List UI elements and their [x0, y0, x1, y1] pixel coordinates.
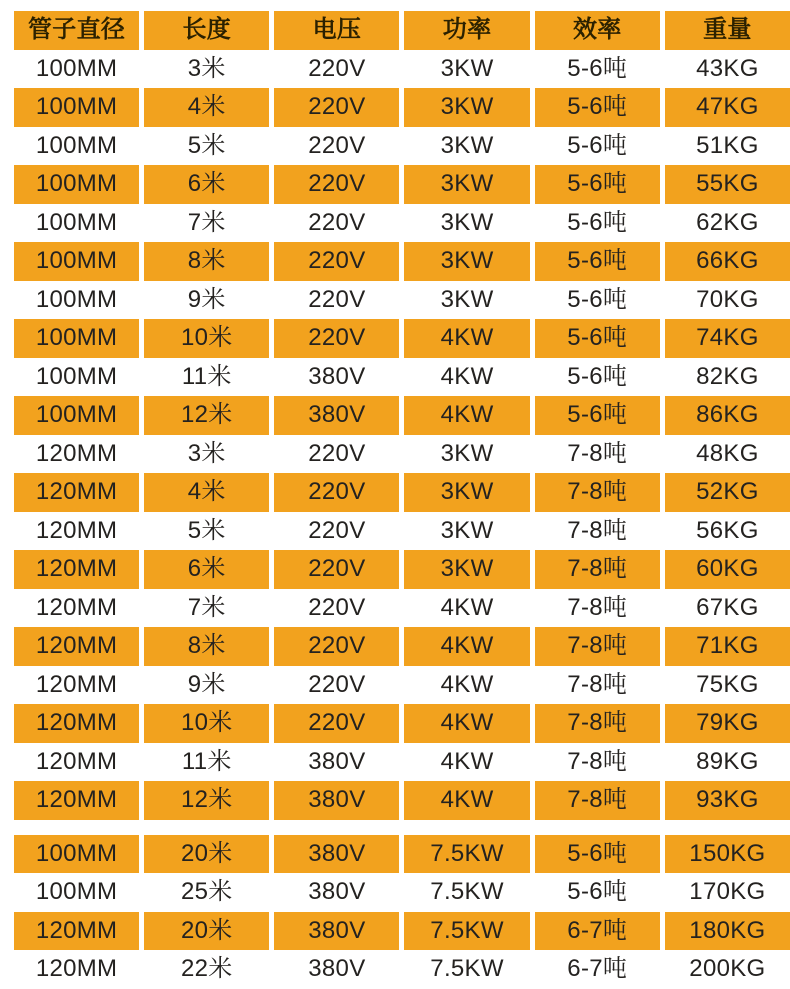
table-cell: 11米 [181, 747, 232, 775]
header-cell: 电压 [274, 11, 399, 50]
table-cell: 100MM [35, 878, 118, 906]
table-cell: 100MM [35, 285, 118, 313]
table-cell: 220V [274, 319, 399, 358]
table-cell: 7-8吨 [567, 439, 628, 467]
table-cell: 5-6吨 [535, 835, 660, 874]
table-cell: 70KG [696, 285, 759, 313]
table-row [14, 512, 790, 551]
table-cell: 7-8吨 [535, 550, 660, 589]
table-cell: 8米 [144, 242, 269, 281]
table-section [14, 835, 790, 989]
table-body [14, 50, 790, 989]
table-cell: 5米 [187, 131, 226, 159]
table-cell: 380V [274, 396, 399, 435]
table-cell: 170KG [689, 878, 766, 906]
table-cell: 4KW [404, 319, 529, 358]
table-row [14, 781, 790, 820]
table-cell: 7米 [187, 208, 226, 236]
table-cell: 220V [274, 242, 399, 281]
table-cell: 3KW [404, 165, 529, 204]
table-cell: 120MM [14, 627, 139, 666]
table-cell: 3KW [440, 54, 494, 82]
table-cell: 10米 [144, 704, 269, 743]
table-cell: 20米 [144, 835, 269, 874]
table-cell: 120MM [35, 670, 118, 698]
table-cell: 56KG [696, 516, 759, 544]
table-cell: 7-8吨 [535, 473, 660, 512]
table-row [14, 127, 790, 166]
table-cell: 93KG [665, 781, 790, 820]
table-cell: 4米 [144, 88, 269, 127]
table-cell: 3米 [187, 54, 226, 82]
table-cell: 100MM [35, 54, 118, 82]
table-cell: 220V [308, 131, 366, 159]
table-cell: 52KG [665, 473, 790, 512]
table-cell: 380V [308, 955, 366, 983]
table-cell: 3KW [404, 473, 529, 512]
table-cell: 120MM [35, 747, 118, 775]
table-row [14, 873, 790, 912]
table-cell: 5-6吨 [567, 285, 628, 313]
table-cell: 150KG [665, 835, 790, 874]
table-row [14, 358, 790, 397]
table-cell: 43KG [696, 54, 759, 82]
table-cell: 86KG [665, 396, 790, 435]
table-row [14, 204, 790, 243]
table-cell: 3KW [404, 550, 529, 589]
table-cell: 12米 [144, 781, 269, 820]
table-cell: 220V [308, 285, 366, 313]
table-cell: 3KW [440, 516, 494, 544]
table-cell: 5米 [187, 516, 226, 544]
table-cell: 4KW [404, 396, 529, 435]
table-row [14, 242, 790, 281]
table-cell: 5-6吨 [535, 88, 660, 127]
table-cell: 89KG [696, 747, 759, 775]
table-cell: 7-8吨 [535, 781, 660, 820]
table-cell: 75KG [696, 670, 759, 698]
table-cell: 220V [308, 516, 366, 544]
table-cell: 100MM [35, 131, 118, 159]
table-cell: 220V [274, 627, 399, 666]
table-cell: 7米 [187, 593, 226, 621]
table-cell: 9米 [187, 285, 226, 313]
table-cell: 3KW [404, 242, 529, 281]
table-cell: 220V [274, 704, 399, 743]
table-cell: 5-6吨 [535, 165, 660, 204]
table-cell: 22米 [180, 955, 233, 983]
spec-table [14, 11, 790, 989]
table-cell: 74KG [665, 319, 790, 358]
table-cell: 120MM [35, 593, 118, 621]
table-cell: 3KW [440, 439, 494, 467]
table-cell: 380V [308, 747, 366, 775]
table-cell: 220V [308, 54, 366, 82]
table-cell: 47KG [665, 88, 790, 127]
header-cell: 重量 [665, 11, 790, 50]
table-cell: 7.5KW [430, 878, 504, 906]
table-row [14, 319, 790, 358]
table-cell: 7-8吨 [567, 593, 628, 621]
header-cell: 效率 [535, 11, 660, 50]
table-cell: 100MM [35, 362, 118, 390]
table-cell: 71KG [665, 627, 790, 666]
table-cell: 6-7吨 [535, 912, 660, 951]
table-cell: 6米 [144, 550, 269, 589]
table-cell: 3KW [440, 208, 494, 236]
table-row [14, 666, 790, 705]
table-row [14, 589, 790, 628]
table-cell: 120MM [35, 516, 118, 544]
table-row [14, 396, 790, 435]
table-header-row [14, 11, 790, 50]
table-cell: 62KG [696, 208, 759, 236]
table-cell: 7-8吨 [535, 627, 660, 666]
table-cell: 380V [308, 362, 366, 390]
table-row [14, 627, 790, 666]
table-cell: 220V [308, 439, 366, 467]
table-cell: 3KW [404, 88, 529, 127]
table-cell: 100MM [14, 242, 139, 281]
table-row [14, 281, 790, 320]
table-cell: 6米 [144, 165, 269, 204]
table-cell: 7-8吨 [567, 670, 628, 698]
table-cell: 5-6吨 [567, 208, 628, 236]
table-cell: 4KW [440, 670, 494, 698]
table-cell: 67KG [696, 593, 759, 621]
table-cell: 100MM [14, 835, 139, 874]
table-cell: 51KG [696, 131, 759, 159]
table-cell: 55KG [665, 165, 790, 204]
table-cell: 4KW [404, 627, 529, 666]
table-cell: 7.5KW [404, 835, 529, 874]
table-cell: 7-8吨 [567, 516, 628, 544]
table-cell: 180KG [665, 912, 790, 951]
header-cell: 功率 [404, 11, 529, 50]
table-row [14, 473, 790, 512]
table-row [14, 950, 790, 989]
table-row [14, 743, 790, 782]
table-cell: 120MM [14, 473, 139, 512]
table-cell: 220V [274, 550, 399, 589]
table-cell: 11米 [181, 362, 232, 390]
table-cell: 120MM [14, 912, 139, 951]
table-cell: 6-7吨 [567, 955, 628, 983]
table-cell: 4KW [404, 704, 529, 743]
table-cell: 3KW [440, 285, 494, 313]
table-cell: 60KG [665, 550, 790, 589]
table-row [14, 88, 790, 127]
table-cell: 380V [274, 781, 399, 820]
table-row [14, 550, 790, 589]
table-cell: 8米 [144, 627, 269, 666]
table-cell: 4KW [404, 781, 529, 820]
table-cell: 5-6吨 [535, 319, 660, 358]
table-cell: 120MM [14, 550, 139, 589]
table-cell: 4米 [144, 473, 269, 512]
table-cell: 5-6吨 [567, 131, 628, 159]
table-row [14, 165, 790, 204]
table-cell: 7-8吨 [535, 704, 660, 743]
table-row [14, 704, 790, 743]
table-cell: 220V [308, 208, 366, 236]
table-cell: 100MM [14, 165, 139, 204]
table-cell: 5-6吨 [535, 396, 660, 435]
table-row [14, 50, 790, 89]
table-cell: 220V [274, 165, 399, 204]
table-cell: 10米 [144, 319, 269, 358]
table-cell: 7-8吨 [567, 747, 628, 775]
table-row [14, 435, 790, 474]
table-cell: 100MM [14, 88, 139, 127]
table-cell: 7.5KW [430, 955, 504, 983]
table-cell: 4KW [440, 593, 494, 621]
table-cell: 120MM [14, 781, 139, 820]
table-cell: 5-6吨 [567, 54, 628, 82]
table-cell: 4KW [440, 362, 494, 390]
table-cell: 100MM [14, 396, 139, 435]
table-row [14, 912, 790, 951]
table-cell: 82KG [696, 362, 759, 390]
table-cell: 220V [308, 670, 366, 698]
table-cell: 20米 [144, 912, 269, 951]
table-cell: 220V [274, 88, 399, 127]
table-cell: 120MM [35, 955, 118, 983]
table-cell: 9米 [187, 670, 226, 698]
table-cell: 5-6吨 [535, 242, 660, 281]
table-cell: 100MM [35, 208, 118, 236]
table-row [14, 835, 790, 874]
table-cell: 380V [274, 912, 399, 951]
table-cell: 220V [308, 593, 366, 621]
table-cell: 380V [274, 835, 399, 874]
table-cell: 25米 [180, 878, 233, 906]
table-cell: 4KW [440, 747, 494, 775]
table-cell: 3米 [187, 439, 226, 467]
header-cell: 长度 [144, 11, 269, 50]
table-cell: 100MM [14, 319, 139, 358]
table-cell: 120MM [35, 439, 118, 467]
table-cell: 220V [274, 473, 399, 512]
table-cell: 48KG [696, 439, 759, 467]
table-cell: 3KW [440, 131, 494, 159]
table-cell: 79KG [665, 704, 790, 743]
header-cell: 管子直径 [14, 11, 139, 50]
table-cell: 7.5KW [404, 912, 529, 951]
table-cell: 5-6吨 [567, 362, 628, 390]
table-cell: 200KG [689, 955, 766, 983]
table-cell: 380V [308, 878, 366, 906]
table-cell: 66KG [665, 242, 790, 281]
table-section [14, 50, 790, 820]
table-cell: 120MM [14, 704, 139, 743]
table-cell: 12米 [144, 396, 269, 435]
table-cell: 5-6吨 [567, 878, 628, 906]
